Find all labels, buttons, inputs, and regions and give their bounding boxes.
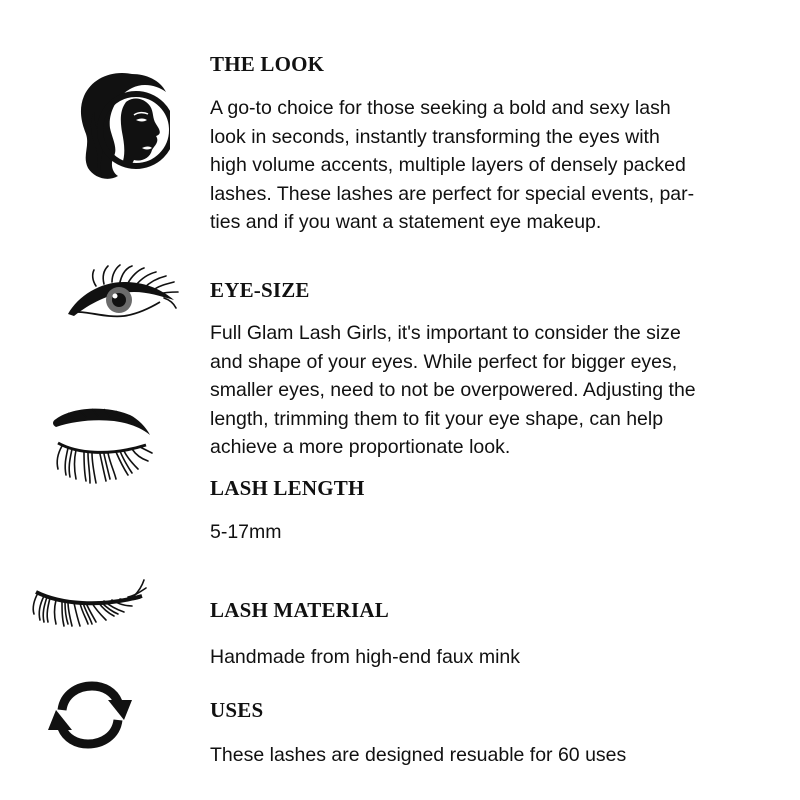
body-line: Handmade from high-end faux mink <box>210 646 520 668</box>
woman-profile-icon <box>72 68 170 186</box>
body-line: Full Glam Lash Girls, it's important to consider the size <box>210 322 681 344</box>
body-line: These lashes are designed resuable for 60 uses <box>210 744 627 766</box>
section-heading-lash-material: LASH MATERIAL <box>210 598 389 622</box>
body-line: lashes. These lashes are perfect for special events, par- <box>210 182 695 205</box>
reuse-arrows-icon <box>44 680 136 750</box>
section-body-eye-size <box>210 319 795 462</box>
body-line: length, trimming them to fit your eye shape, can help <box>210 407 664 430</box>
body-line: ties and if you want a statement eye makeup. <box>210 211 602 233</box>
section-body-uses <box>210 741 795 770</box>
body-line: look in seconds, instantly transforming the eyes with <box>210 125 660 148</box>
open-eye-icon <box>64 262 180 320</box>
body-line: and shape of your eyes. While perfect for bigger eyes, <box>210 350 678 373</box>
body-line: high volume accents, multiple layers of densely packed <box>210 154 686 176</box>
section-body-lash-length <box>210 518 795 547</box>
lash-strip-icon <box>30 578 150 630</box>
body-line: smaller eyes, need to not be overpowered. Adjusting the <box>210 379 696 401</box>
body-line: 5-17mm <box>210 521 282 543</box>
section-heading-eye-size: EYE-SIZE <box>210 278 310 302</box>
body-line: A go-to choice for those seeking a bold and sexy lash <box>210 97 671 119</box>
section-heading-lash-length: LASH LENGTH <box>210 476 365 500</box>
closed-eye-brow-icon <box>48 405 154 487</box>
section-body-the-look <box>210 94 795 237</box>
section-body-lash-material <box>210 643 795 672</box>
body-line: achieve a more proportionate look. <box>210 436 511 458</box>
section-heading-the-look: THE LOOK <box>210 52 325 76</box>
section-heading-uses: USES <box>210 698 264 722</box>
